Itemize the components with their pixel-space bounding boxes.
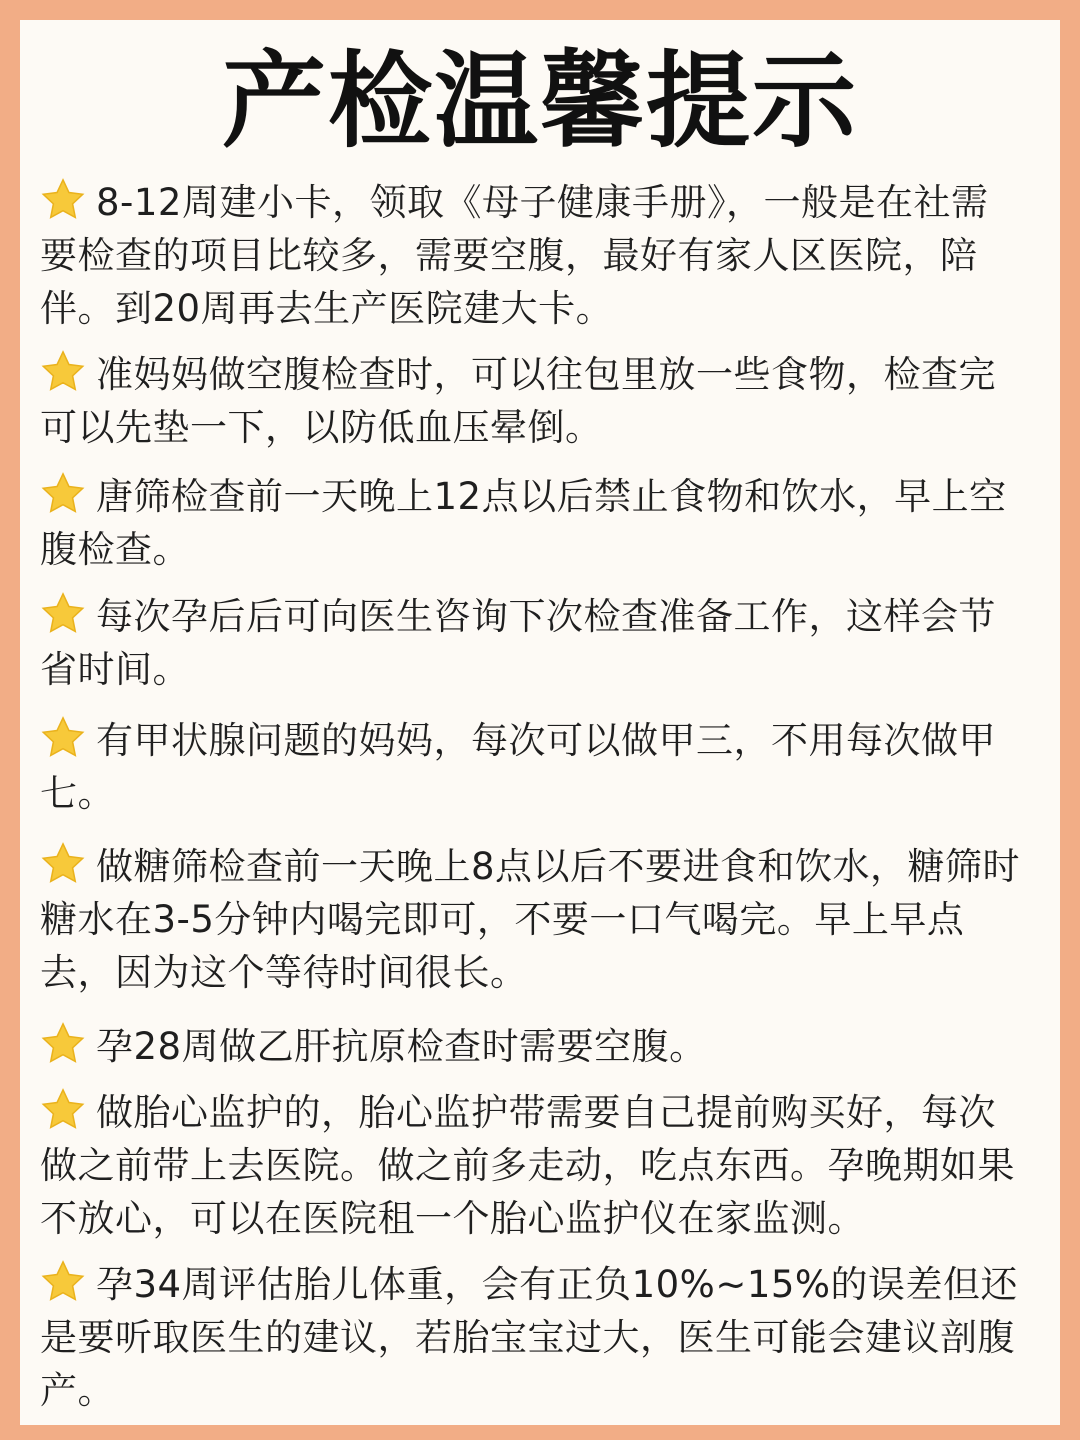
tip-item (40, 1086, 1025, 1245)
star-icon (40, 715, 86, 761)
tip-text: 孕34周评估胎儿体重，会有正负10%~15%的误差但还是要听取医生的建议，若胎宝宝过大，医生可能会建议剖腹产。 (40, 1263, 1019, 1412)
tip-text: 做胎心监护的，胎心监护带需要自己提前购买好，每次做之前带上去医院。做之前多走动，吃点东西。孕晚期如果不放心，可以在医院租一个胎心监护仪在家监测。 (40, 1091, 1015, 1240)
tip-text: 每次孕后后可向医生咨询下次检查准备工作，这样会节省时间。 (40, 595, 996, 691)
tip-item (40, 1258, 1025, 1417)
star-icon (40, 471, 86, 517)
content-card (20, 20, 1060, 1425)
tip-item (40, 840, 1025, 999)
tip-item (40, 176, 1025, 335)
tip-text: 唐筛检查前一天晚上12点以后禁止食物和饮水，早上空腹检查。 (40, 475, 1007, 571)
tip-item (40, 590, 1025, 696)
tip-text: 准妈妈做空腹检查时，可以往包里放一些食物，检查完可以先垫一下，以防低血压晕倒。 (40, 353, 996, 449)
tip-item (40, 714, 1025, 820)
star-icon (40, 349, 86, 395)
star-icon (40, 1087, 86, 1133)
star-icon (40, 841, 86, 887)
tip-text: 孕28周做乙肝抗原检查时需要空腹。 (96, 1025, 707, 1068)
tip-text: 有甲状腺问题的妈妈，每次可以做甲三，不用每次做甲七。 (40, 719, 996, 815)
star-icon (40, 591, 86, 637)
tip-text: 做糖筛检查前一天晚上8点以后不要进食和饮水，糖筛时糖水在3-5分钟内喝完即可，不要一口气喝完。早上早点去，因为这个等待时间很长。 (40, 845, 1021, 994)
star-icon (40, 1259, 86, 1305)
star-icon (40, 1021, 86, 1067)
page-title: 产检温馨提示 (221, 40, 858, 162)
tip-item (40, 470, 1025, 576)
tip-item (40, 1020, 1025, 1073)
tip-item (40, 348, 1025, 454)
star-icon (40, 177, 86, 223)
tip-text: 8-12周建小卡，领取《母子健康手册》，一般是在社需要检查的项目比较多，需要空腹，最好有家人区医院，陪伴。到20周再去生产医院建大卡。 (40, 181, 989, 330)
